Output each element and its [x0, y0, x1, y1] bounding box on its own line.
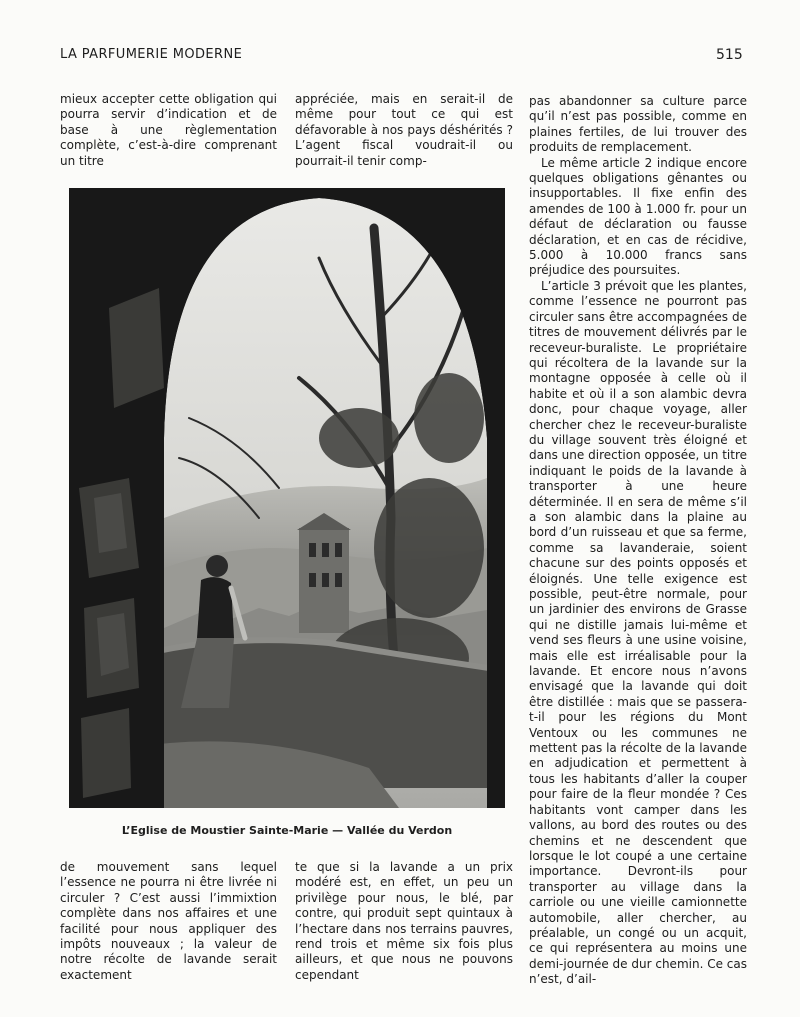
paragraph: de mouvement sans lequel l’essence ne pourra ni être livrée ni circuler ? C’est aussi l’immixtion complète dans nos affaires et une facilité pour nous appliquer des impôts nouveaux ; la valeur de notre récolte de lavande serait exactement: [60, 860, 277, 982]
paragraph: L’article 3 prévoit que les plantes, comme l’essence ne pourront pas circuler sans être accompagnées de titres de mouvement délivrés par le receveur-buraliste. Le propriétaire qui récoltera de la lavande sur la montagne opposée à celle où il habite et où il a son alambic devra donc, pour chaque voyage, aller chercher chez le receveur-buraliste du village souvent très éloigné et dans une direction opposée, un titre indiquant le poids de la lavande à transporter à une heure déterminée. Il en sera de même s’il a son alambic dans la plaine au bord d’un ruisseau et que sa ferme, comme sa lavanderaie, soient chacune sur des points opposés et éloignés. Une telle exigence est possible, peut-être normale, pour un jardinier des environs de Grasse qui ne distille jamais lui-même et vend ses fleurs à une usine voisine, mais elle est irréalisable pour la lavande. Et encore nous n’avons envisagé que la lavande qui doit être distillée : mais que se passera-t-il pour les régions du Mont Ventoux ou les communes ne mettent pas la récolte de la lavande en adjudication et permettent à tous les habitants d’aller la couper pour faire de la fleur mondée ? Ces habitants vont camper dans les vallons, au bord des routes ou des chemins et ne descendent que lorsque le lot coupé a une certaine importance. Devront-ils pour transporter au village dans la carriole ou une vieille camionnette automobile, aller chercher, au préalable, un congé ou un acquit, ce qui représentera au moins une demi-journée de dur chemin. Ce cas n’est, d’ail-: [529, 278, 747, 987]
text-column-middle-bottom: [295, 860, 513, 983]
running-head-journal-title: LA PARFUMERIE MODERNE: [60, 47, 243, 62]
bell-tower: [297, 513, 351, 633]
text-column-left-bottom: [60, 860, 277, 983]
text-column-left-top: [60, 92, 277, 169]
paragraph: mieux accepter cette obligation qui pourra servir d’indication et de base à une règlementation complète, c’est-à-dire comprenant un titre: [60, 92, 277, 168]
paragraph: te que si la lavande a un prix modéré est, en effet, un peu un privilège pour nous, le blé, par contre, qui produit sept quintaux à l’hectare dans nos terrains pauvres, rend trois et même six fois plus ailleurs, et que nous ne pouvons cependant: [295, 860, 513, 982]
text-column-right: [529, 94, 747, 988]
text-column-middle-top: [295, 92, 513, 169]
paragraph: appréciée, mais en serait-il de même pour tout ce qui est défavorable à nos pays déshérités ? L’agent fiscal voudrait-il ou pourrait-il tenir comp-: [295, 92, 513, 168]
paragraph: pas abandonner sa culture parce qu’il n’est pas possible, comme en plaines fertiles, de lui trouver des produits de remplacement.: [529, 94, 747, 155]
church-photograph: [69, 188, 505, 808]
page-number: 515: [716, 47, 743, 63]
paragraph: Le même article 2 indique encore quelques obligations gênantes ou insupportables. Il fixe enfin des amendes de 100 à 1.000 fr. pour un défaut de déclaration ou fausse déclaration, et en cas de récidive, 5.000 à 10.000 francs sans préjudice des poursuites.: [529, 155, 747, 278]
figure-caption: L’Eglise de Moustier Sainte-Marie — Vallée du Verdon: [121, 824, 453, 837]
